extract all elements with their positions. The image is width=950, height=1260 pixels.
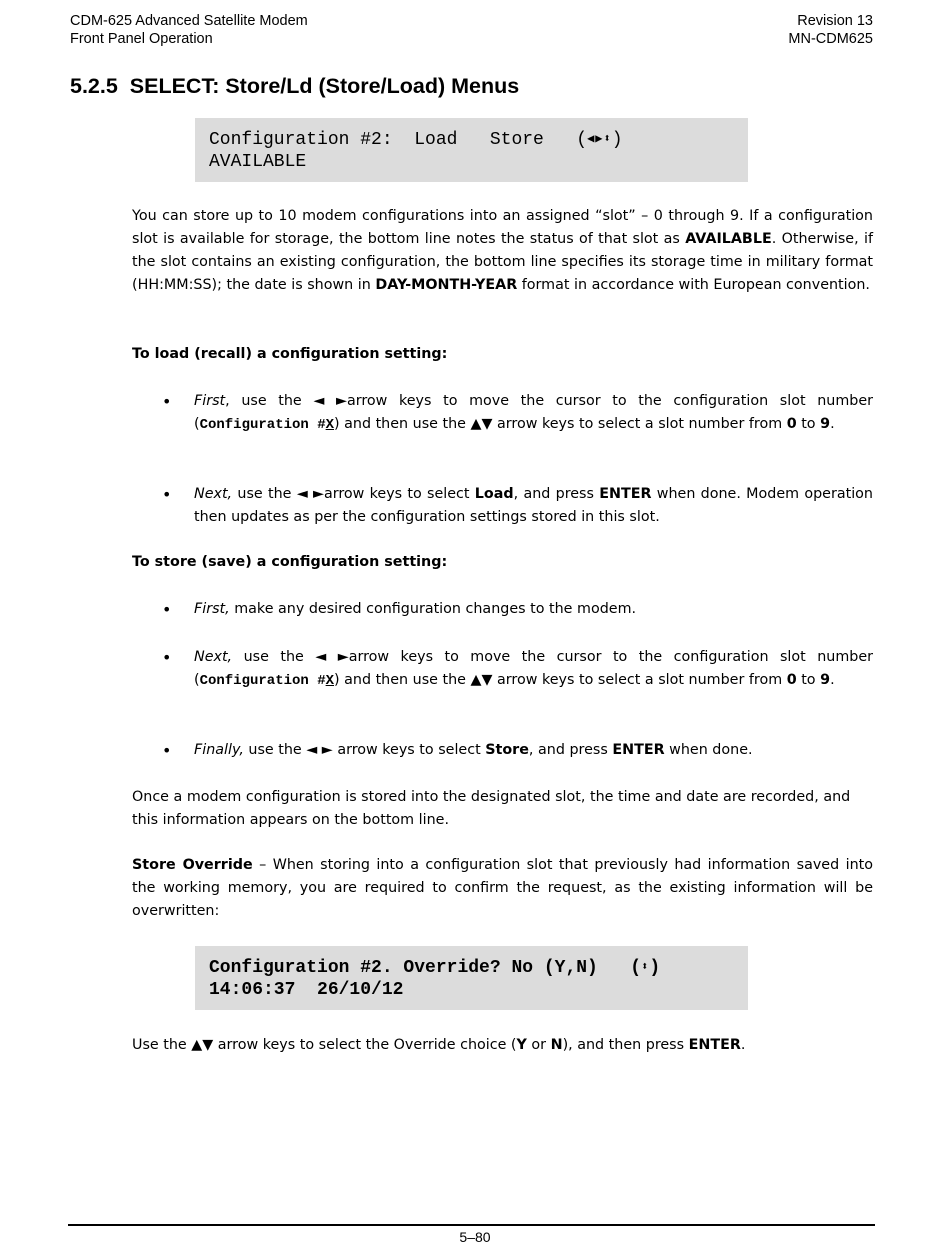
emphasis-date-format: DAY-MONTH-YEAR <box>375 277 518 293</box>
arrow-keys-icon: ◀▶⬍ <box>587 132 612 146</box>
text: . Otherwise, if the slot contains an existing configuration, the bottom line specifies its storage time in military format (HH:MM:SS); the date is shown in <box>132 231 873 293</box>
override-choice-paragraph <box>132 1034 873 1057</box>
lcd-display-store-load <box>195 118 748 182</box>
intro-paragraph <box>132 205 873 297</box>
text: , and press <box>528 742 613 758</box>
lcd-line1: Configuration #2. Override? No (Y,N) ( <box>209 958 642 978</box>
code-text: Configuration # <box>199 673 326 689</box>
bullet-lead: First <box>194 393 226 409</box>
page-header-right <box>788 12 873 48</box>
text: to <box>796 672 821 688</box>
emphasis-enter: ENTER <box>612 742 665 758</box>
header-doc-number: MN-CDM625 <box>788 31 873 47</box>
slot-min: 0 <box>786 672 797 688</box>
emphasis-enter: ENTER <box>688 1037 741 1053</box>
bullet-lead: First, <box>194 601 230 617</box>
text: . <box>830 416 835 432</box>
store-override-paragraph <box>132 854 873 923</box>
lcd-close-paren: ) <box>611 130 623 150</box>
load-bullet-next <box>194 483 873 529</box>
bullet-lead: Finally, <box>194 742 244 758</box>
section-title: SELECT: Store/Ld (Store/Load) Menus <box>129 74 520 98</box>
text: ), and then press <box>562 1037 689 1053</box>
lcd-display-override <box>195 946 748 1010</box>
bullet-lead: Next, <box>194 649 233 665</box>
lcd-line1: Configuration #2: Load Store ( <box>209 130 588 150</box>
emphasis-store: Store <box>485 742 529 758</box>
text: . <box>740 1037 746 1053</box>
lcd-line2: AVAILABLE <box>209 152 307 172</box>
up-down-arrow-icon: ⬍ <box>641 960 650 974</box>
load-heading: To load (recall) a configuration setting: <box>132 346 448 362</box>
text: or <box>526 1037 551 1053</box>
text: when done. Modem operation then updates as per the configuration settings stored in this slot. <box>194 486 873 525</box>
footer-divider <box>68 1224 875 1226</box>
slot-max: 9 <box>820 672 831 688</box>
emphasis-available: AVAILABLE <box>685 231 772 247</box>
store-bullet-first <box>194 598 873 621</box>
text: . <box>830 672 835 688</box>
text: use the ◄ ► arrow keys to select <box>243 742 486 758</box>
stored-info-paragraph: Once a modem configuration is stored into the designated slot, the time and date are recorded, and this information appears on the bottom line. <box>132 789 851 828</box>
emphasis-no: N <box>550 1037 563 1053</box>
header-product: CDM-625 Advanced Satellite Modem <box>70 13 308 29</box>
slot-min: 0 <box>786 416 797 432</box>
section-heading <box>70 74 519 99</box>
text: use the ◄ ►arrow keys to select <box>232 486 475 502</box>
text: , and press <box>513 486 600 502</box>
text: ) and then use the ▲▼ arrow keys to select a slot number from <box>334 672 787 688</box>
text: to <box>796 416 821 432</box>
store-bullet-finally <box>194 739 873 762</box>
slot-max: 9 <box>820 416 831 432</box>
emphasis-enter: ENTER <box>599 486 652 502</box>
store-bullet-next <box>194 646 873 693</box>
text: ) and then use the ▲▼ arrow keys to select a slot number from <box>334 416 787 432</box>
page-number: 5–80 <box>459 1229 491 1245</box>
text: format in accordance with European convention. <box>517 277 870 293</box>
code-cursor: X <box>325 417 335 433</box>
text: Use the ▲▼ arrow keys to select the Override choice ( <box>132 1037 517 1053</box>
page-header-left <box>70 12 308 48</box>
lcd-line2: 14:06:37 26/10/12 <box>209 980 404 1000</box>
code-cursor: X <box>325 673 335 689</box>
store-heading: To store (save) a configuration setting: <box>132 554 448 570</box>
section-number: 5.2.5 <box>70 74 118 98</box>
code-text: Configuration # <box>199 417 326 433</box>
emphasis-yes: Y <box>516 1037 527 1053</box>
text: You can store up to 10 modem configurations into an assigned “slot” – 0 through 9. If a configuration slot is available for storage, the bottom line notes the status of that slot as <box>132 208 873 247</box>
lcd-close-paren: ) <box>649 958 661 978</box>
bullet-lead: Next, <box>194 486 233 502</box>
header-chapter: Front Panel Operation <box>70 31 213 47</box>
load-bullet-first <box>194 390 873 437</box>
text: – When storing into a configuration slot that previously had information saved into the working memory, you are required to confirm the request, as the existing information will be overwritten: <box>132 857 873 919</box>
text: , use the ◄ ►arrow keys to move the cursor to the configuration slot number ( <box>194 393 873 432</box>
emphasis-load: Load <box>474 486 514 502</box>
header-revision: Revision 13 <box>797 13 873 29</box>
text: when done. <box>664 742 753 758</box>
text: make any desired configuration changes to the modem. <box>229 601 637 617</box>
text: use the ◄ ►arrow keys to move the cursor to the configuration slot number ( <box>194 649 873 688</box>
emphasis-store-override: Store Override <box>132 857 253 873</box>
